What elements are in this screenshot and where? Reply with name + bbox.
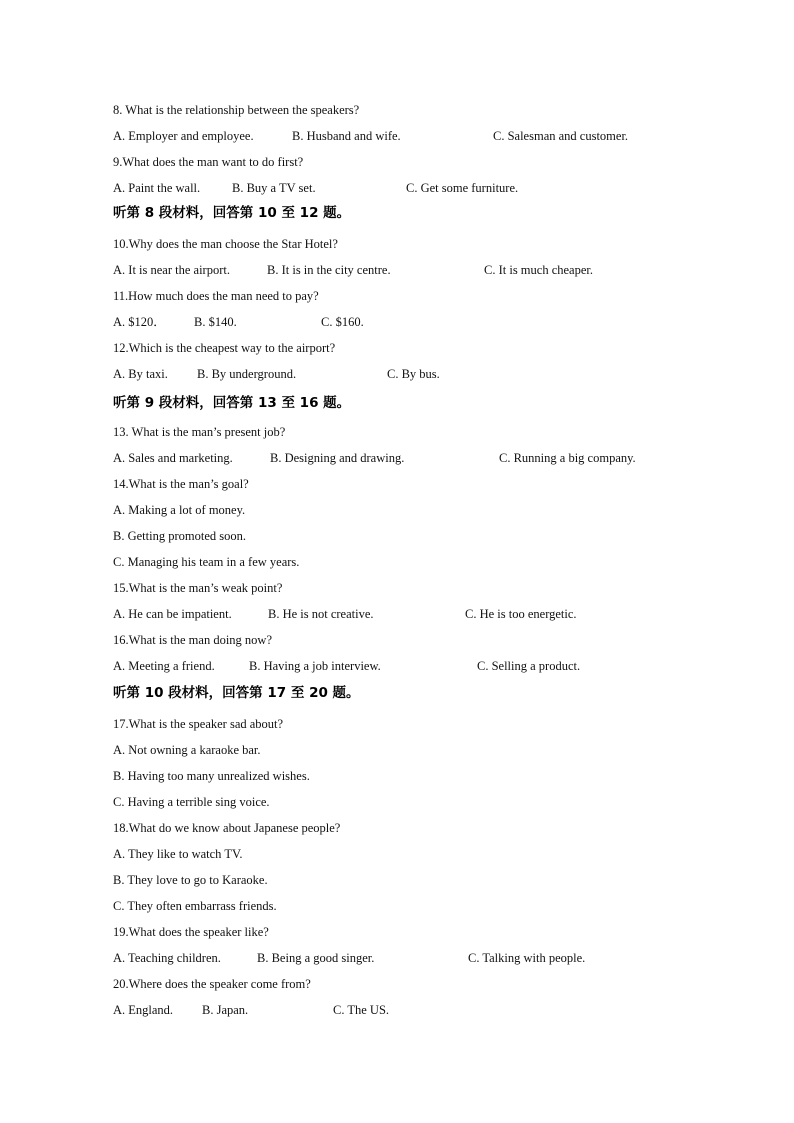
- option-c: C. Running a big company.: [499, 451, 636, 465]
- question-text: 20.Where does the speaker come from?: [113, 977, 311, 991]
- question-text: 19.What does the speaker like?: [113, 925, 269, 939]
- section-heading: 听第 9 段材料，回答第 13 至 16 题。: [113, 395, 351, 411]
- question-text: 8. What is the relationship between the speakers?: [113, 103, 360, 117]
- option-a: A. By taxi.: [113, 367, 168, 381]
- option-line: B. Having too many unrealized wishes.: [113, 769, 310, 783]
- question-text: 15.What is the man’s weak point?: [113, 581, 283, 595]
- option-line: C. Having a terrible sing voice.: [113, 795, 270, 809]
- option-a: A. Meeting a friend.: [113, 659, 215, 673]
- option-c: C. He is too energetic.: [465, 607, 577, 621]
- option-a: A. Sales and marketing.: [113, 451, 233, 465]
- option-line: A. They like to watch TV.: [113, 847, 243, 861]
- question-text: 10.Why does the man choose the Star Hotel?: [113, 237, 338, 251]
- question-text: 16.What is the man doing now?: [113, 633, 272, 647]
- option-line: C. They often embarrass friends.: [113, 899, 277, 913]
- question-text: 17.What is the speaker sad about?: [113, 717, 284, 731]
- option-b: B. Japan.: [202, 1003, 249, 1017]
- option-c: C. Selling a product.: [477, 659, 581, 673]
- option-c: C. It is much cheaper.: [484, 263, 593, 277]
- option-a: A. He can be impatient.: [113, 607, 232, 621]
- option-c: C. Get some furniture.: [406, 181, 519, 195]
- option-a: A. $120．: [113, 315, 166, 329]
- question-text: 18.What do we know about Japanese people?: [113, 821, 341, 835]
- question-text: 9.What does the man want to do first?: [113, 155, 304, 169]
- option-c: C. $160.: [321, 315, 364, 329]
- option-a: A. Employer and employee.: [113, 129, 254, 143]
- question-text: 12.Which is the cheapest way to the airport?: [113, 341, 336, 355]
- section-heading: 听第 8 段材料，回答第 10 至 12 题。: [113, 205, 351, 221]
- question-text: 13. What is the man’s present job?: [113, 425, 286, 439]
- option-a: A. England.: [113, 1003, 174, 1017]
- question-text: 14.What is the man’s goal?: [113, 477, 249, 491]
- option-line: B. They love to go to Karaoke.: [113, 873, 268, 887]
- option-b: B. Being a good singer.: [257, 951, 375, 965]
- option-a: A. It is near the airport.: [113, 263, 230, 277]
- option-a: A. Paint the wall.: [113, 181, 201, 195]
- section-heading: 听第 10 段材料，回答第 17 至 20 题。: [113, 685, 360, 701]
- option-a: A. Teaching children.: [113, 951, 221, 965]
- option-line: C. Managing his team in a few years.: [113, 555, 300, 569]
- option-b: B. Designing and drawing.: [270, 451, 405, 465]
- option-b: B. Husband and wife.: [292, 129, 401, 143]
- option-b: B. It is in the city centre.: [267, 263, 391, 277]
- option-c: C. By bus.: [387, 367, 440, 381]
- question-text: 11.How much does the man need to pay?: [113, 289, 319, 303]
- option-c: C. The US.: [333, 1003, 390, 1017]
- option-c: C. Talking with people.: [468, 951, 586, 965]
- option-line: A. Not owning a karaoke bar.: [113, 743, 261, 757]
- option-b: B. Having a job interview.: [249, 659, 381, 673]
- option-line: A. Making a lot of money.: [113, 503, 246, 517]
- option-line: B. Getting promoted soon.: [113, 529, 246, 543]
- option-b: B. He is not creative.: [268, 607, 374, 621]
- option-c: C. Salesman and customer.: [493, 129, 629, 143]
- option-b: B. Buy a TV set.: [232, 181, 316, 195]
- option-b: B. $140.: [194, 315, 237, 329]
- option-b: B. By underground.: [197, 367, 297, 381]
